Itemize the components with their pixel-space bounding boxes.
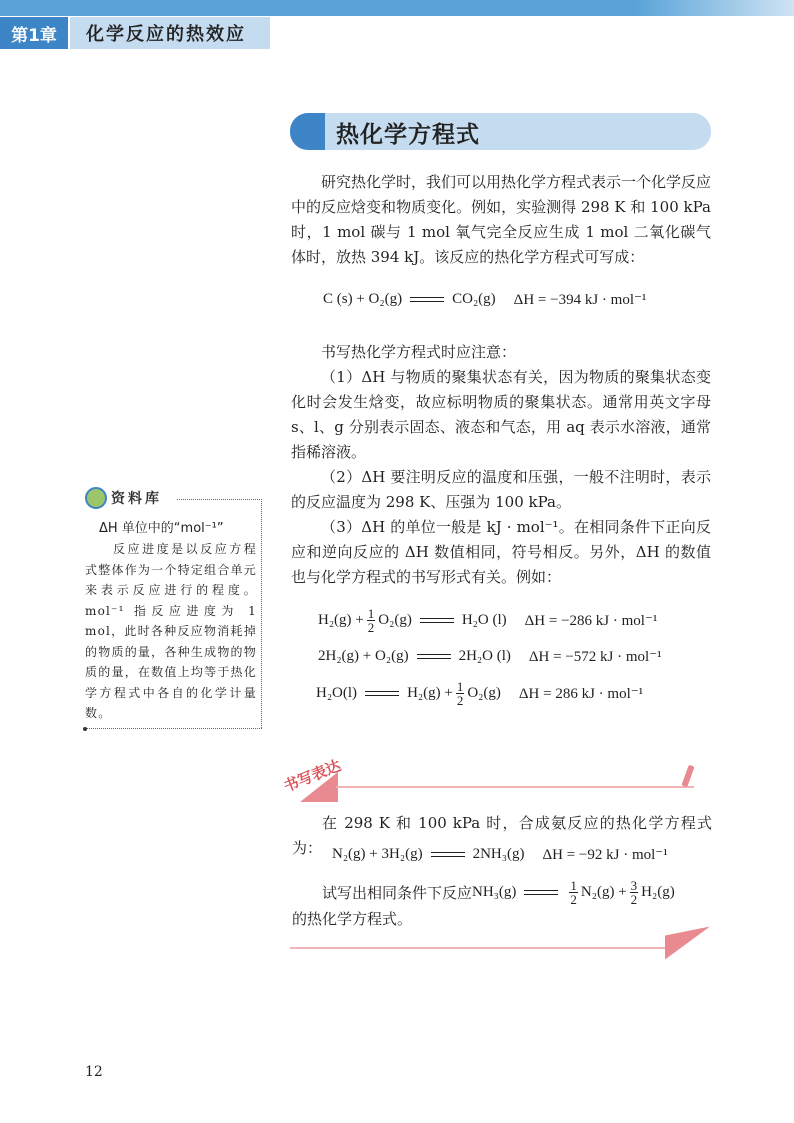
sidebar-label: 资料库 <box>111 491 162 507</box>
equation-main <box>323 290 646 309</box>
bullet-dot <box>83 727 87 731</box>
equation-term: 2NH₃(g) <box>472 846 525 862</box>
divider <box>336 786 694 788</box>
divider <box>177 499 262 500</box>
fraction: $\frac{1}{2}$ <box>570 878 577 907</box>
equation-term: C (s) + O₂(g) <box>323 291 403 307</box>
equals-sign <box>417 654 451 659</box>
equals-sign <box>420 618 454 623</box>
enthalpy-change: ΔH = −92 kJ · mol⁻¹ <box>542 847 668 863</box>
fraction: $\frac{1}{2}$ <box>456 679 464 708</box>
equation-term: CO₂(g) <box>452 291 496 307</box>
writing-exercise-box <box>280 755 712 950</box>
example-equation-3 <box>316 680 643 707</box>
writing-equation <box>332 845 668 864</box>
section-heading <box>290 113 711 150</box>
example-equation-2 <box>318 647 662 666</box>
equation-term: 2H₂(g) + O₂(g) <box>318 648 409 664</box>
sidebar-data-library <box>85 487 262 729</box>
section-title: 热化学方程式 <box>336 122 480 148</box>
page-number: 12 <box>85 1064 103 1080</box>
note-item-1: （1）ΔH 与物质的聚集状态有关，因为物质的聚集状态变化时会发生焓变，故应标明物质的聚集状态。通常用英文字母 s、l、g 分别表示固态、液态和气态，用 aq 表示水溶液，通常指稀溶液。 <box>291 368 711 461</box>
example-equation-1 <box>318 607 657 634</box>
equation-term: N₂(g) + 3H₂(g) <box>332 846 423 862</box>
prompt-suffix: 的热化学方程式。 <box>292 910 413 928</box>
notes-heading: 书写热化学方程式时应注意： <box>321 343 517 361</box>
sidebar-header <box>85 487 162 509</box>
note-item-3: （3）ΔH 的单位一般是 kJ · mol⁻¹。在相同条件下正向反应和逆向反应的 ΔH 数值相同，符号相反。另外，ΔH 的数值也与化学方程式的书写形式有关。例如： <box>291 518 711 586</box>
writing-text: 在 298 K 和 100 kPa 时，合成氨反应的热化学方程式为： <box>292 814 712 857</box>
magnifier-molecule-icon <box>85 487 107 509</box>
chapter-title: 化学反应的热效应 <box>70 17 270 49</box>
equals-sign <box>365 691 399 696</box>
pencil-icon <box>681 765 694 788</box>
note-item-2: （2）ΔH 要注明反应的温度和压强，一般不注明时，表示的反应温度为 298 K、压强为 100 kPa。 <box>291 468 711 511</box>
enthalpy-change: ΔH = 286 kJ · mol⁻¹ <box>518 686 644 702</box>
prompt-prefix: 试写出相同条件下反应 <box>322 886 473 902</box>
equation-term: O₂(g) <box>378 612 412 628</box>
equals-sign <box>524 890 558 895</box>
sidebar-subtitle: ΔH 单位中的“mol⁻¹” <box>99 521 224 536</box>
prompt-equation <box>472 879 675 906</box>
divider <box>85 728 262 729</box>
equals-sign <box>431 852 465 857</box>
equation-term: H₂O(l) <box>316 685 358 701</box>
equation-term: H₂O (l) <box>461 612 507 628</box>
enthalpy-change: ΔH = −394 kJ · mol⁻¹ <box>513 292 647 308</box>
top-color-bar <box>0 0 794 16</box>
equation-term: O₂(g) <box>467 685 501 701</box>
equation-term: 2H₂O (l) <box>458 648 511 664</box>
fraction: $\frac{3}{2}$ <box>630 878 638 907</box>
equation-term: N₂(g) + <box>580 884 627 900</box>
intro-paragraph: 研究热化学时，我们可以用热化学方程式表示一个化学反应中的反应焓变和物质变化。例如，实验测得 298 K 和 100 kPa 时，1 mol 碳与 1 mol 氧气完全反应生成 1 mol 二氧化碳气体时，放热 394 kJ。该反应的热化学方程式可写成： <box>291 173 712 266</box>
fraction: $\frac{1}{2}$ <box>367 606 375 635</box>
writing-prompt <box>292 879 675 906</box>
divider <box>290 947 670 949</box>
equation-term: H₂(g) + <box>407 685 453 701</box>
equation-term: NH₃(g) <box>472 884 517 900</box>
writing-badge: 书写表达 <box>281 756 344 796</box>
equation-term: H₂(g) <box>641 884 675 900</box>
divider <box>261 499 262 728</box>
section-heading-cap <box>290 113 325 150</box>
chapter-number: 第1章 <box>0 17 68 49</box>
enthalpy-change: ΔH = −286 kJ · mol⁻¹ <box>524 613 658 629</box>
sidebar-body: 反应进度是以反应方程式整体作为一个特定组合单元来表示反应进行的程度。mol⁻¹ 指反应进度为 1 mol，此时各种反应物消耗掉的物质的量，各种生成物的物质的量，在数值上均等于热化学方程式中各自的化学计量数。 <box>85 542 257 720</box>
equation-term: H₂(g) + <box>318 612 364 628</box>
equals-sign <box>410 297 444 302</box>
enthalpy-change: ΔH = −572 kJ · mol⁻¹ <box>528 649 662 665</box>
